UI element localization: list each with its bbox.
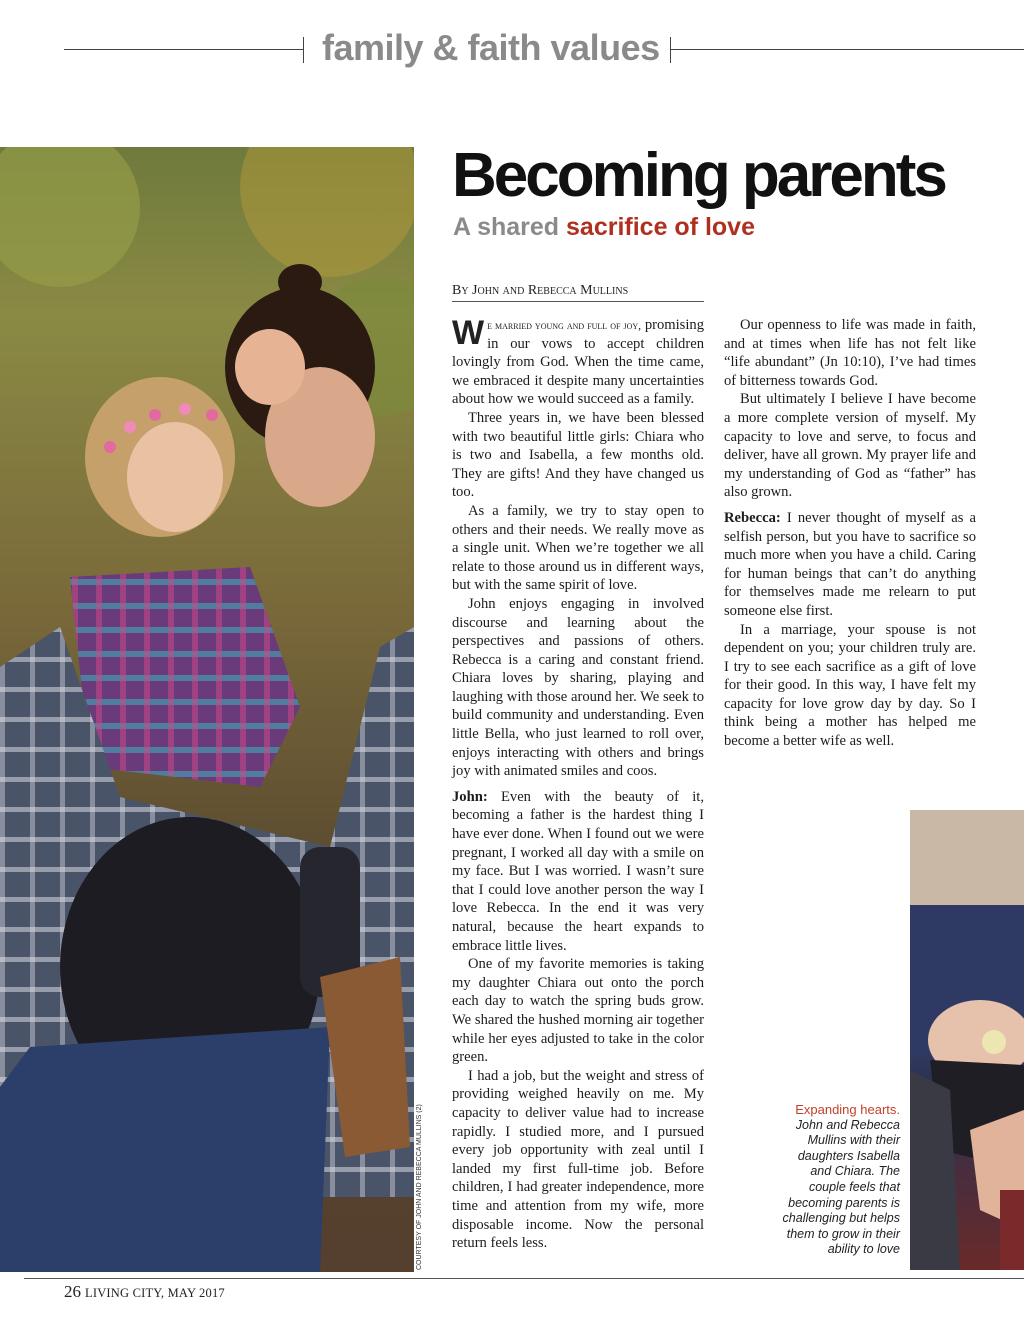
paragraph: But ultimately I believe I have become a more complete version of myself. My capacity to love and serve, to focus and deliver, have all grown. My prayer life and my understanding of God as “father” has also grown.	[724, 391, 976, 501]
footer-rule	[24, 1278, 1024, 1279]
page-number: 26	[64, 1282, 81, 1301]
speaker-label-rebecca: Rebecca:	[724, 509, 781, 526]
paragraph: John enjoys engaging in involved discourse and learning about the perspectives and passions of others. Rebecca is a caring and constant friend. Chiara loves by sharing, playing and laughing with those around her. We seek to build community and understanding. Even little Bella, who just learned to roll over, enjoys interacting with others and brings joy with animated smiles and coos.	[452, 595, 704, 780]
header-tick-left	[303, 37, 304, 63]
main-photo	[0, 147, 414, 1272]
photo-caption	[778, 1102, 900, 1258]
paragraph: In a marriage, your spouse is not dependent on you; your children truly are. I try to see each sacrifice as a gift of love for their good. In this way, I have felt my capacity for love grow day by day. So I think being a mother has helped me become a better wife as well.	[724, 621, 976, 750]
paragraph	[724, 509, 976, 621]
main-photo-illustration	[0, 147, 414, 1272]
publication-info: LIVING CITY, MAY 2017	[85, 1286, 225, 1300]
caption-body: John and Rebecca Mullins with their daughters Isabella and Chiara. The couple feels that becoming parents is challenging but helps them to grow in their ability to love	[782, 1117, 900, 1257]
paragraph-text: Even with the beauty of it, becoming a father is the hardest thing I have ever done. When I found out we were pregnant, I worked all day with a smile on my face. But I was worried. I wasn’t sure that I could love another person the way I love Rebecca. In the end it was very natural, because the heart expands to embrace little lives.	[452, 788, 704, 954]
lead-in: e married young and full of joy,	[487, 318, 642, 332]
paragraph-text: I never thought of myself as a selfish person, but you have to sacrifice so much more when you have a child. Caring for human beings that can’t do anything for themselves made me relearn to put someone else first.	[724, 509, 976, 619]
header-rule-right	[670, 49, 1024, 50]
paragraph	[452, 316, 704, 409]
subtitle-accent: sacrifice of love	[566, 213, 755, 241]
article-title: Becoming parents	[452, 141, 945, 210]
byline-rule	[452, 301, 704, 302]
byline: By John and Rebecca Mullins	[452, 283, 629, 298]
paragraph: I had a job, but the weight and stress of providing weighed heavily on me. My capacity to deliver value had to increase rapidly. I studied more, and I pursued every job opportunity with zeal until I landed my first full-time job. Before children, I had greater independence, more time and attention from my wife, more disposable income. Now the personal return feels less.	[452, 1067, 704, 1252]
article-column-1	[452, 316, 704, 1253]
article-column-2	[724, 316, 976, 751]
paragraph-text: promising in our vows to accept children lovingly from God. When the time came, we embraced it despite many uncertainties about how we would succeed as a family.	[452, 317, 705, 408]
subtitle-plain: A shared	[453, 213, 560, 241]
secondary-photo-illustration	[910, 810, 1024, 1270]
folio	[64, 1282, 225, 1302]
paragraph	[452, 788, 704, 955]
paragraph: As a family, we try to stay open to others and their needs. We really move as a single unit. When we’re together we all relate to those around us in different ways, but with the same spirit of love.	[452, 502, 704, 594]
speaker-label-john: John:	[452, 788, 488, 805]
header-rule-left	[64, 49, 304, 50]
paragraph: Three years in, we have been blessed with two beautiful little girls: Chiara who is two and Isabella, a few months old. They are gifts! And they have changed us too.	[452, 409, 704, 501]
photo-credit: COURTESY OF JOHN AND REBECCA MULLINS (2)	[416, 1104, 423, 1270]
paragraph: Our openness to life was made in faith, and at times when life has not felt like “life abundant” (Jn 10:10), I’ve had times of bitterness towards God.	[724, 317, 976, 389]
article-subtitle	[453, 213, 755, 242]
header-tick-right	[670, 37, 671, 63]
dropcap: W	[452, 314, 485, 352]
caption-title: Expanding hearts.	[795, 1102, 900, 1117]
paragraph: One of my favorite memories is taking my daughter Chiara out onto the porch each day to watch the spring buds grow. We shared the hushed morning air together while her eyes adjusted to take in the color green.	[452, 956, 704, 1066]
secondary-photo	[910, 810, 1024, 1270]
section-label: family & faith values	[322, 27, 660, 68]
